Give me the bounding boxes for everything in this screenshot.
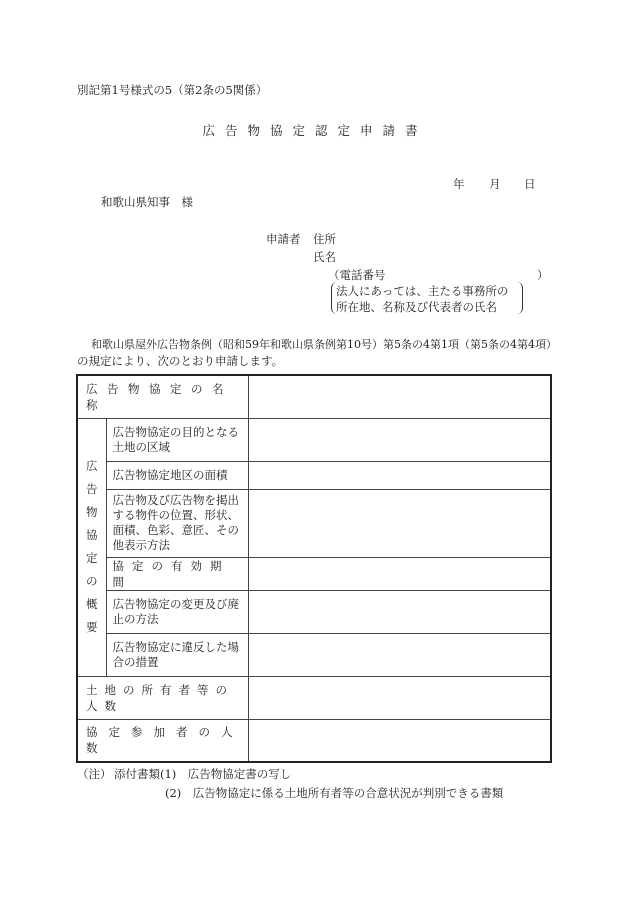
corporate-note-line2: 所在地、名称及び代表者の氏名 [336, 300, 497, 314]
table-row [77, 418, 551, 461]
validity-period-field[interactable] [248, 557, 551, 590]
note-prefix: （注） [77, 767, 112, 781]
owners-count-label: 土地の所有者等の人数 [77, 676, 248, 719]
table-row [77, 375, 551, 418]
participants-count-label: 協定参加者の人数 [77, 719, 248, 762]
date-day: 日 [524, 177, 536, 191]
validity-period-label: 協定の有効期間 [106, 557, 248, 590]
area-label: 広告物協定の目的となる土地の区域 [106, 418, 248, 461]
note-item-2: (2) 広告物協定に係る土地所有者等の合意状況が判別できる書類 [165, 786, 504, 800]
district-area-label: 広告物協定地区の面積 [106, 461, 248, 489]
date-year: 年 [453, 177, 465, 191]
area-field[interactable] [248, 418, 551, 461]
applicant-phone-label: （電話番号 [328, 268, 386, 282]
agreement-table [76, 374, 552, 763]
applicant-label: 申請者 [266, 232, 301, 246]
page-title: 広告物協定認定申請書 [202, 123, 428, 138]
corporate-note-line1: 法人にあっては、主たる事務所の [336, 284, 509, 298]
addressee: 和歌山県知事 様 [101, 195, 193, 209]
applicant-name-label: 氏名 [313, 250, 336, 264]
participants-count-field[interactable] [248, 719, 551, 762]
table-row [77, 461, 551, 489]
table-row [77, 557, 551, 590]
display-method-label: 広告物及び広告物を掲出する物件の位置、形状、面積、色彩、意匠、その他表示方法 [106, 489, 248, 557]
violation-measures-label: 広告物協定に違反した場合の措置 [106, 633, 248, 676]
applicant-address-label: 住所 [313, 232, 336, 246]
applicant-phone-close: ） [537, 268, 549, 282]
violation-measures-field[interactable] [248, 633, 551, 676]
table-row [77, 590, 551, 633]
agreement-name-field[interactable] [248, 375, 551, 418]
change-method-field[interactable] [248, 590, 551, 633]
agreement-summary-label: 広 告 物 協 定 の 概 要 [77, 418, 106, 676]
note-item-1: 添付書類(1) 広告物協定書の写し [114, 767, 292, 781]
table-row [77, 633, 551, 676]
date-month: 月 [489, 177, 501, 191]
body-text-line1: 和歌山県屋外広告物条例（昭和59年和歌山県条例第10号）第5条の4第1項（第5条の4第4項） [91, 338, 557, 351]
district-area-field[interactable] [248, 461, 551, 489]
owners-count-field[interactable] [248, 676, 551, 719]
body-text-line2: の規定により、次のとおり申請します。 [77, 354, 284, 368]
form-number: 別記第1号様式の5（第2条の5関係） [77, 83, 268, 97]
agreement-name-label: 広告物協定の名称 [77, 375, 248, 418]
table-row [77, 719, 551, 762]
table-row [77, 489, 551, 557]
display-method-field[interactable] [248, 489, 551, 557]
change-method-label: 広告物協定の変更及び廃止の方法 [106, 590, 248, 633]
table-row [77, 676, 551, 719]
